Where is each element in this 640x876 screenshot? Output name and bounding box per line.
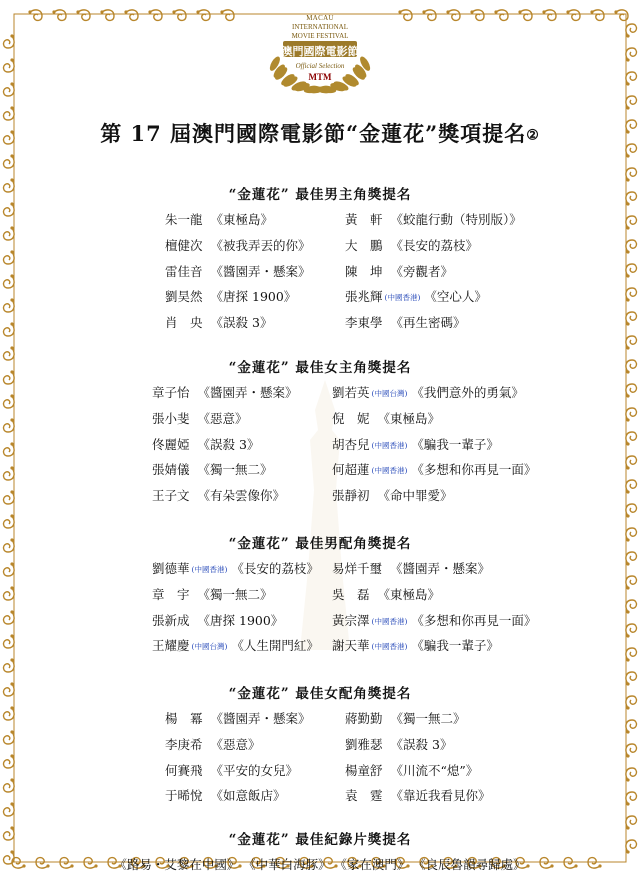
nominee bbox=[332, 383, 524, 401]
nominee-name: 黃宗澤 bbox=[332, 612, 370, 628]
page-number-mark: ② bbox=[526, 127, 540, 144]
nominee-film: 《平安的女兒》 bbox=[210, 762, 299, 778]
nominee-name: 袁 霆 bbox=[345, 788, 383, 804]
nominee bbox=[332, 585, 440, 603]
page-title bbox=[40, 118, 600, 148]
nominee-row bbox=[0, 585, 640, 603]
nominee-name: 黃 軒 bbox=[345, 212, 383, 227]
nominee bbox=[165, 287, 296, 305]
nominee-film: 《獨一無二》 bbox=[197, 462, 273, 478]
nominee-film: 《騙我一輩子》 bbox=[411, 638, 499, 654]
nominee-name: 大 鵬 bbox=[345, 237, 383, 253]
nominee bbox=[152, 486, 285, 504]
nominee bbox=[345, 287, 487, 305]
emblem-line-international: INTERNATIONAL bbox=[292, 23, 348, 31]
nominee-region: (中國台灣) bbox=[191, 642, 228, 652]
emblem-official-selection: Official Selection bbox=[295, 62, 345, 70]
nominee-name: 王子文 bbox=[152, 488, 190, 504]
nominee-name: 朱一龍 bbox=[165, 212, 203, 227]
nominee-film: 《被我弄丟的你》 bbox=[210, 237, 311, 253]
nominee-row bbox=[0, 786, 640, 804]
nominee bbox=[152, 435, 259, 453]
nominee-name: 檀健次 bbox=[165, 237, 203, 253]
nominee-film: 《我們意外的勇氣》 bbox=[411, 385, 524, 400]
nominee-name: 張兆輝 bbox=[345, 289, 383, 305]
nominee-name: 雷佳音 bbox=[165, 263, 203, 279]
nominee bbox=[345, 236, 478, 254]
nominee-name: 楊童舒 bbox=[345, 762, 383, 778]
section-heading: “金蓮花” 最佳男配角獎提名 bbox=[228, 536, 412, 552]
nominee-region: (中國香港) bbox=[191, 565, 228, 574]
nominee-film: 《蛟龍行動（特別版）》 bbox=[390, 212, 522, 227]
nominee-region: (中國台灣) bbox=[371, 389, 408, 398]
nominee-film: 《如意飯店》 bbox=[210, 788, 286, 804]
nominee-name: 張小斐 bbox=[152, 410, 190, 426]
nominee bbox=[165, 262, 311, 280]
nominee-name: 劉若英 bbox=[332, 385, 370, 400]
nominee-name: 李庚希 bbox=[165, 736, 203, 752]
nominee-film: 《誤殺 3》 bbox=[390, 736, 453, 752]
emblem-line-festival: MOVIE FESTIVAL bbox=[291, 32, 349, 40]
nominee bbox=[152, 559, 319, 577]
section-heading: “金蓮花” 最佳紀錄片獎提名 bbox=[228, 832, 412, 848]
nominee-name: 何超蓮 bbox=[332, 462, 370, 478]
nominee-name: 胡杏兒 bbox=[332, 436, 370, 452]
nominee-film: 《長安的荔枝》 bbox=[390, 237, 479, 253]
nominee bbox=[332, 636, 499, 654]
emblem-chinese-name: 澳門國際電影節 bbox=[281, 45, 359, 58]
nominee-row bbox=[0, 460, 640, 478]
nominee bbox=[165, 236, 311, 254]
nominee bbox=[152, 383, 298, 401]
nominee bbox=[332, 486, 453, 504]
nominee-row bbox=[0, 611, 640, 629]
nominee-film: 《唐探 1900》 bbox=[197, 612, 284, 628]
nominee-name: 王耀慶 bbox=[152, 638, 190, 654]
nominee-row bbox=[0, 435, 640, 453]
nominee bbox=[332, 460, 536, 478]
nominee-row bbox=[0, 761, 640, 779]
nominee-row bbox=[0, 636, 640, 654]
nominee-name: 劉昊然 bbox=[165, 289, 203, 305]
emblem-brand: MTM bbox=[308, 72, 332, 82]
nominee-name: 易烊千璽 bbox=[332, 561, 383, 576]
documentary-title: 《路易・艾黎在中國》 bbox=[114, 857, 240, 872]
nominee-name: 章子怡 bbox=[152, 385, 190, 400]
nominee bbox=[345, 735, 452, 753]
nominee-film: 《醬園弄・懸案》 bbox=[390, 561, 491, 576]
nominee bbox=[332, 409, 440, 427]
nominee-name: 楊 冪 bbox=[165, 711, 203, 726]
nominee-film: 《長安的荔枝》 bbox=[231, 561, 319, 576]
page-title-text: 第 17 屆澳門國際電影節“金蓮花”獎項提名 bbox=[100, 121, 527, 146]
nominee bbox=[165, 761, 298, 779]
nominee-row bbox=[0, 287, 640, 305]
nominee-film: 《唐探 1900》 bbox=[210, 289, 297, 305]
nominee-film: 《獨一無二》 bbox=[197, 586, 273, 602]
nominee-name: 吳 磊 bbox=[332, 586, 370, 602]
nominee-name: 陳 坤 bbox=[345, 263, 383, 279]
nominee-film: 《惡意》 bbox=[210, 736, 261, 752]
nominee bbox=[345, 313, 466, 331]
nominee-film: 《再生密碼》 bbox=[390, 315, 466, 331]
nominee-row bbox=[0, 383, 640, 401]
nominee-row bbox=[0, 559, 640, 577]
nominee-name: 張靜初 bbox=[332, 488, 370, 504]
nominee-name: 李東學 bbox=[345, 315, 383, 331]
nominee bbox=[165, 786, 286, 804]
nominee bbox=[152, 409, 248, 427]
section-heading: “金蓮花” 最佳女配角獎提名 bbox=[228, 686, 412, 702]
nominee-row bbox=[0, 313, 640, 331]
nominee-film: 《醬園弄・懸案》 bbox=[210, 711, 311, 726]
nominee bbox=[152, 636, 319, 654]
section-heading: “金蓮花” 最佳男主角獎提名 bbox=[228, 187, 412, 203]
nominee-row bbox=[0, 262, 640, 280]
nominee-film: 《川流不“熄”》 bbox=[390, 762, 479, 778]
emblem-line-macau: MACAU bbox=[306, 14, 334, 22]
festival-emblem bbox=[255, 6, 385, 96]
nominee-name: 于晞悅 bbox=[165, 788, 203, 804]
nominee-film: 《東極島》 bbox=[377, 410, 441, 426]
nominee-film: 《東極島》 bbox=[210, 212, 274, 227]
nominee bbox=[165, 210, 273, 228]
nominee-region: (中國香港) bbox=[371, 466, 408, 476]
nominee-name: 謝天華 bbox=[332, 638, 370, 654]
nominee-film: 《醬園弄・懸案》 bbox=[197, 385, 298, 400]
nominee-name: 張婧儀 bbox=[152, 462, 190, 478]
nominee-film: 《命中罪愛》 bbox=[377, 488, 453, 504]
documentary-list bbox=[0, 855, 640, 873]
nominee-row bbox=[0, 486, 640, 504]
nominee-region: (中國香港) bbox=[371, 642, 408, 652]
nominee bbox=[165, 735, 261, 753]
nominee bbox=[152, 585, 273, 603]
nominee bbox=[152, 611, 283, 629]
nominee-name: 張新成 bbox=[152, 612, 190, 628]
nominee bbox=[345, 262, 453, 280]
nominee-film: 《多想和你再見一面》 bbox=[411, 462, 537, 478]
nominee-region: (中國香港) bbox=[371, 440, 408, 450]
nominee-name: 何賽飛 bbox=[165, 762, 203, 778]
nominee bbox=[345, 786, 491, 804]
nominee bbox=[345, 709, 466, 727]
nominee-film: 《靠近我看見你》 bbox=[390, 788, 491, 804]
nominee bbox=[345, 761, 478, 779]
nominee-row bbox=[0, 409, 640, 427]
nominee-film: 《旁觀者》 bbox=[390, 263, 454, 279]
nominee bbox=[152, 460, 273, 478]
nominee-region: (中國香港) bbox=[384, 293, 421, 303]
nominee-film: 《惡意》 bbox=[197, 410, 248, 426]
nominee-row bbox=[0, 709, 640, 727]
nominee-region: (中國香港) bbox=[371, 616, 408, 626]
nominee-row bbox=[0, 735, 640, 753]
nominee bbox=[165, 313, 272, 331]
nominee bbox=[332, 559, 490, 577]
nominee-film: 《騙我一輩子》 bbox=[411, 436, 499, 452]
nominee-name: 倪 妮 bbox=[332, 410, 370, 426]
nominee-name: 章 宇 bbox=[152, 586, 190, 602]
documentary-title: 《中華白海豚》 bbox=[249, 857, 331, 872]
nominee-film: 《獨一無二》 bbox=[390, 711, 466, 726]
nominee-name: 劉雅瑟 bbox=[345, 736, 383, 752]
nominee-film: 《東極島》 bbox=[377, 586, 441, 602]
nominee-film: 《人生開門紅》 bbox=[231, 638, 319, 654]
nominee-film: 《多想和你再見一面》 bbox=[411, 612, 537, 628]
nominee-film: 《醬園弄・懸案》 bbox=[210, 263, 311, 279]
nominee-film: 《空心人》 bbox=[424, 289, 487, 305]
nominee-film: 《有朵雲像你》 bbox=[197, 488, 286, 504]
nominee-name: 蔣勤勤 bbox=[345, 711, 383, 726]
nominee-name: 肖 央 bbox=[165, 315, 203, 331]
nominee-row bbox=[0, 236, 640, 254]
nominee bbox=[332, 611, 536, 629]
section-heading: “金蓮花” 最佳女主角獎提名 bbox=[228, 360, 412, 376]
documentary-title: 《良辰魯韻尋歸處》 bbox=[419, 857, 526, 872]
nominee bbox=[345, 210, 522, 228]
nominee-film: 《誤殺 3》 bbox=[197, 436, 260, 452]
documentary-title: 《家在澳門》 bbox=[340, 857, 410, 872]
nominee bbox=[332, 435, 499, 453]
nominee bbox=[165, 709, 311, 727]
nominee-row bbox=[0, 210, 640, 228]
nominee-name: 佟麗婭 bbox=[152, 436, 190, 452]
nominee-film: 《誤殺 3》 bbox=[210, 315, 273, 331]
nominee-name: 劉德華 bbox=[152, 561, 190, 576]
